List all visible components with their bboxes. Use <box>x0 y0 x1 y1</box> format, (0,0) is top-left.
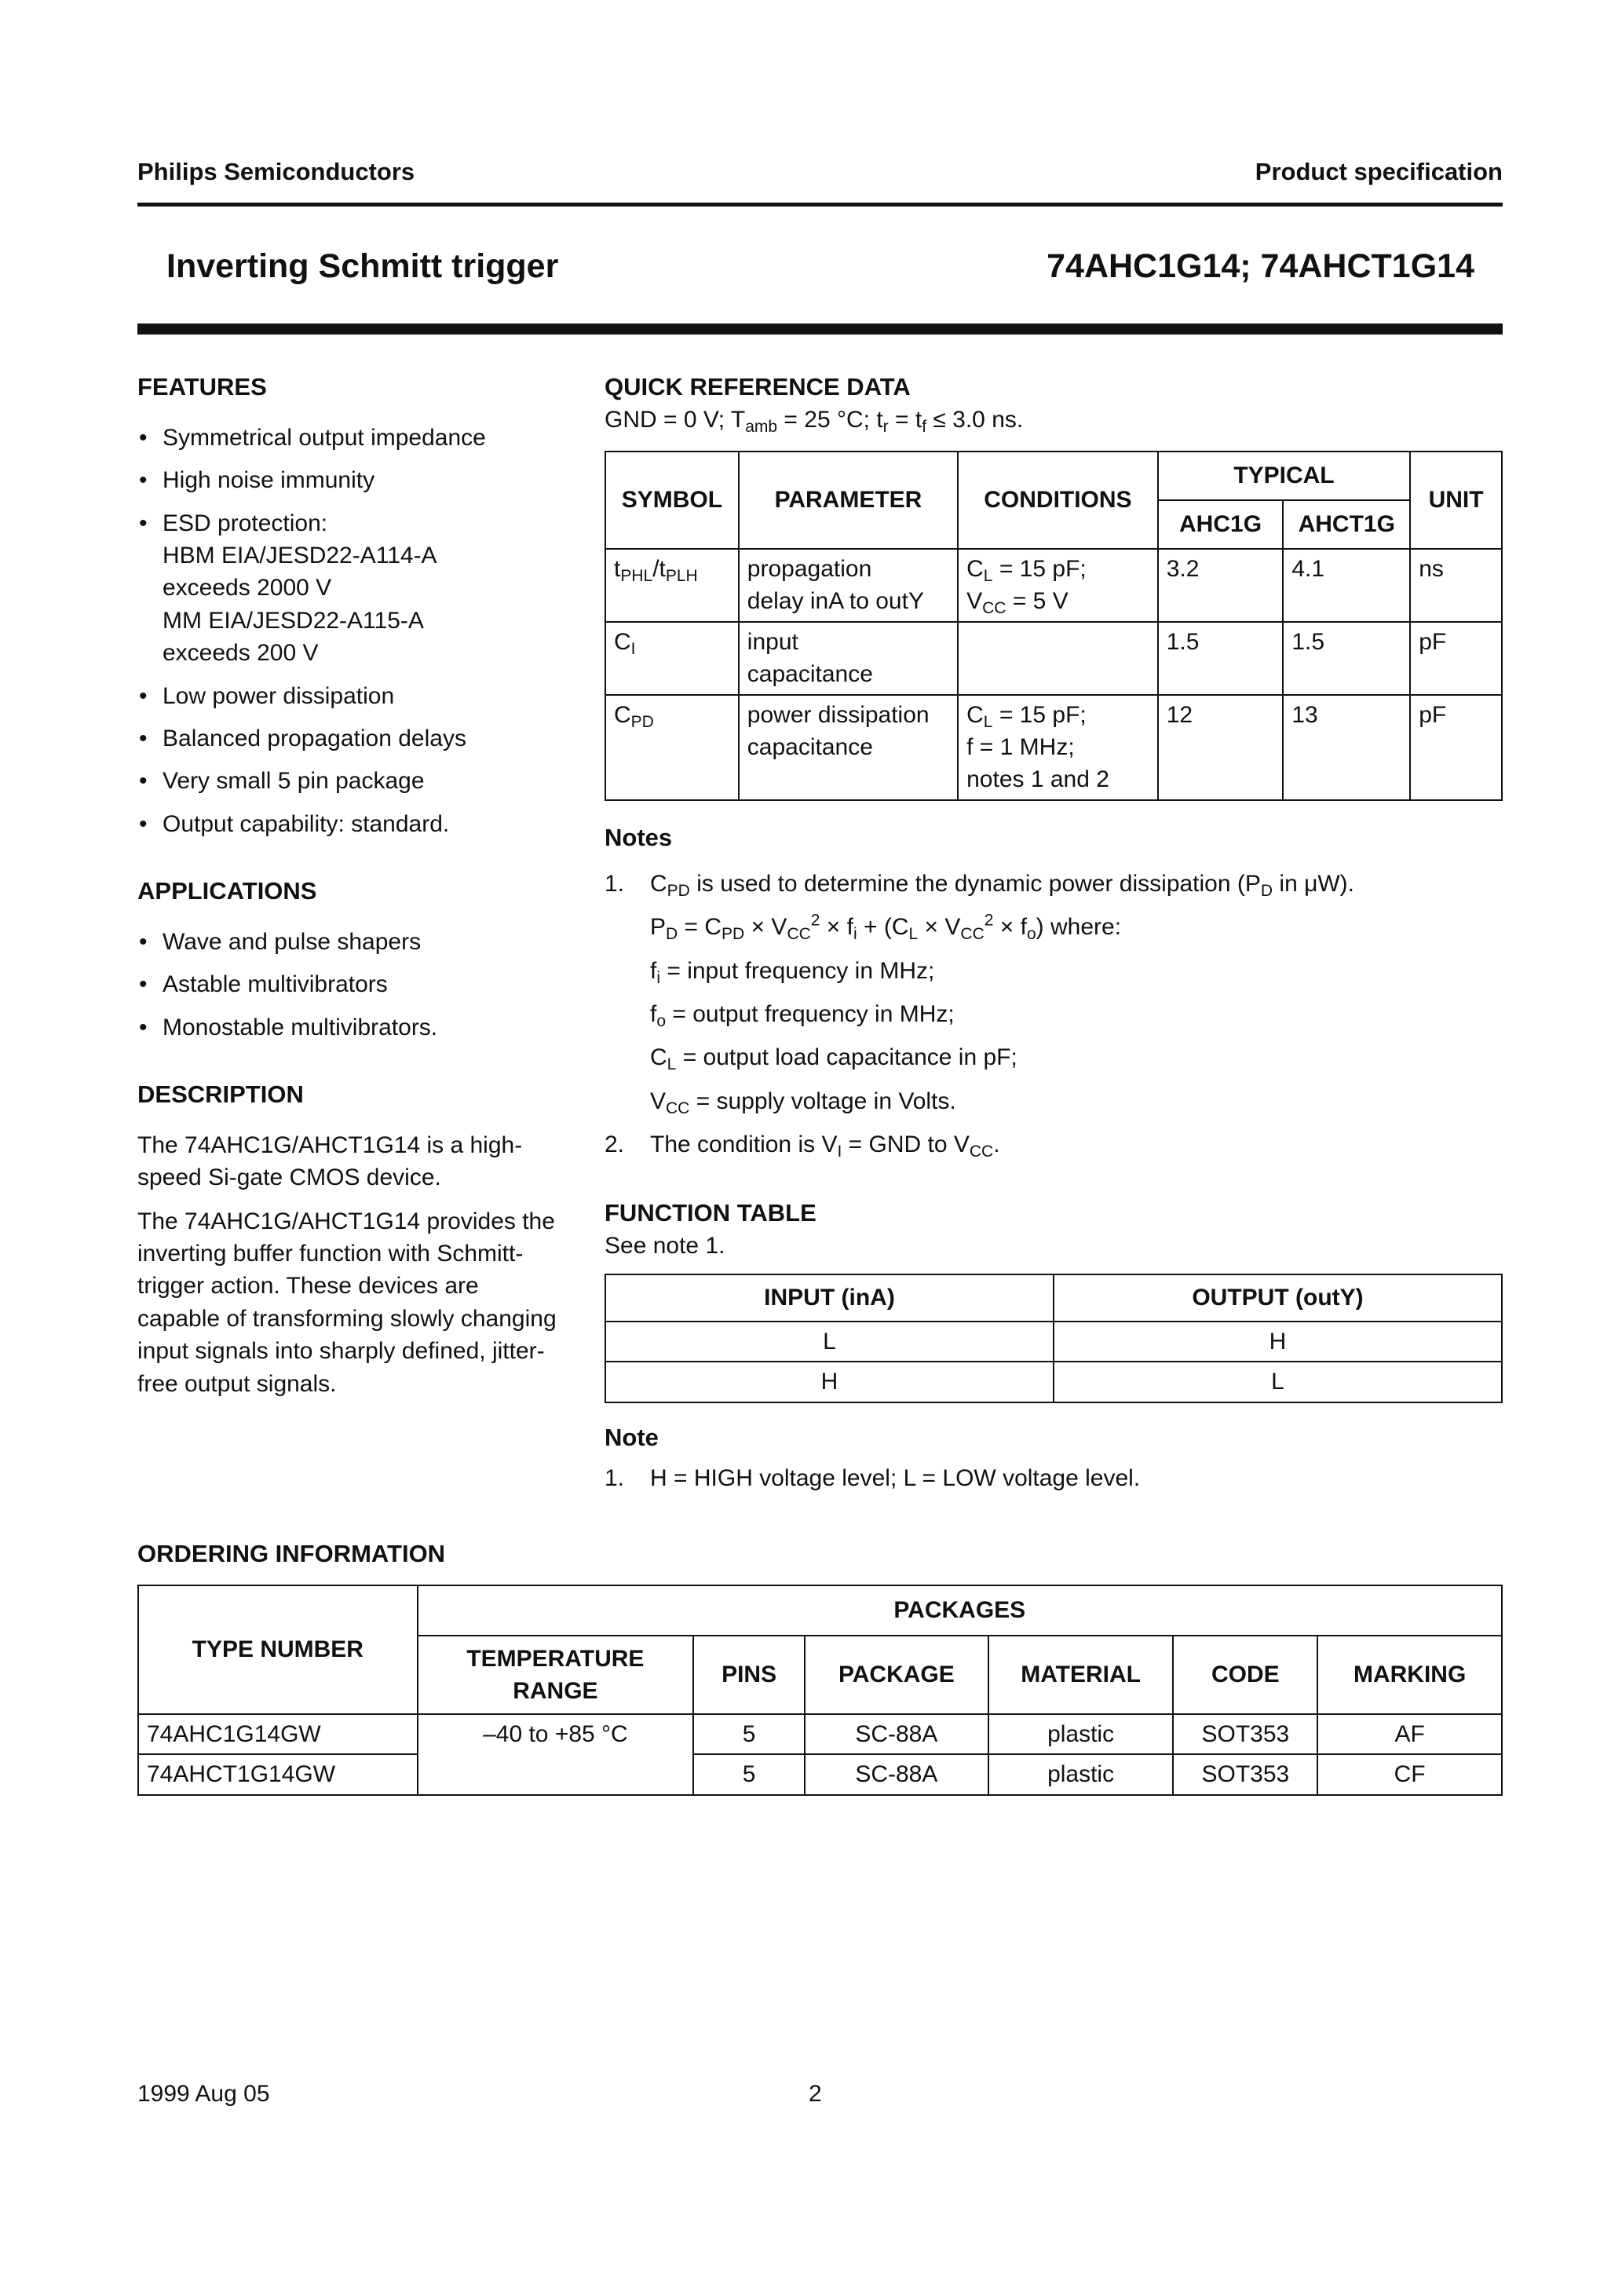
page-title: Inverting Schmitt trigger <box>166 247 559 285</box>
quick-ref-heading: QUICK REFERENCE DATA <box>605 373 911 400</box>
table-row <box>605 1322 1502 1362</box>
col-header-pins: PINS <box>693 1636 805 1714</box>
page-number: 2 <box>809 2081 822 2107</box>
notes-heading: Notes <box>605 824 673 851</box>
function-table-note-heading: Note <box>605 1424 659 1451</box>
ahc1g-value: 12 <box>1158 695 1284 800</box>
col-header-output: OUTPUT (outY) <box>1054 1274 1502 1322</box>
ahct1g-value: 1.5 <box>1283 622 1410 695</box>
col-header-type-number: TYPE NUMBER <box>138 1585 418 1714</box>
col-header-material: MATERIAL <box>988 1636 1174 1714</box>
bullet-icon: • <box>139 725 148 751</box>
col-header-input: INPUT (inA) <box>605 1274 1054 1322</box>
list-item: • Low power dissipation <box>137 680 577 712</box>
power-formula: $P_D = C_{PD} \times V_{CC}^2 \times f_i + (C_L \times V_{CC}^2 \times f_o)$ where: <box>650 911 1122 944</box>
col-header-package: PACKAGE <box>805 1636 988 1714</box>
notes-section <box>605 821 1503 1172</box>
symbol-cell: $t_{PHL}/t_{PLH}$ <box>605 549 739 622</box>
col-header-ahc1g: AHC1G <box>1158 500 1284 549</box>
marking-cell: AF <box>1317 1714 1502 1754</box>
bullet-icon: • <box>139 928 148 955</box>
col-header-ahct1g: AHCT1G <box>1283 500 1410 549</box>
material-cell: plastic <box>988 1714 1174 1754</box>
description-heading: DESCRIPTION <box>137 1080 304 1108</box>
description-paragraph: The 74AHC1G/AHCT1G14 is a high-speed Si-gate CMOS device. <box>137 1132 523 1191</box>
col-header-unit: UNIT <box>1410 452 1502 549</box>
col-header-conditions: CONDITIONS <box>958 452 1158 549</box>
company-name: Philips Semiconductors <box>137 158 415 185</box>
list-item: • Astable multivibrators <box>137 968 577 1000</box>
bullet-icon: • <box>139 971 148 998</box>
col-header-packages: PACKAGES <box>418 1585 1502 1636</box>
col-header-marking: MARKING <box>1317 1636 1502 1714</box>
quick-ref-table <box>605 451 1503 801</box>
marking-cell: CF <box>1317 1754 1502 1794</box>
note-item: 2. The condition is $V_I$ = GND to $V_{CC}$. <box>605 1132 1000 1161</box>
unit-value: ns <box>1410 549 1502 622</box>
col-header-symbol: SYMBOL <box>605 452 739 549</box>
table-row <box>138 1714 1502 1754</box>
temperature-range-cell: –40 to +85 °C <box>418 1714 694 1795</box>
symbol-cell: $C_{PD}$ <box>605 695 739 800</box>
ahc1g-value: 3.2 <box>1158 549 1284 622</box>
table-row <box>138 1754 1502 1794</box>
function-table-note-number: 1. <box>605 1465 625 1491</box>
bullet-icon: • <box>139 467 148 494</box>
applications-list <box>137 926 577 1044</box>
features-list <box>137 422 577 840</box>
list-item: • High noise immunity <box>137 464 577 496</box>
list-item: • Output capability: standard. <box>137 808 577 840</box>
conditions-cell: $C_L = 15$ pF; f = 1 MHz; notes 1 and 2 <box>958 695 1158 800</box>
table-row <box>605 622 1502 695</box>
list-item: • Wave and pulse shapers <box>137 926 577 958</box>
col-header-code: CODE <box>1173 1636 1317 1714</box>
function-table-heading: FUNCTION TABLE <box>605 1199 816 1227</box>
ordering-heading: ORDERING INFORMATION <box>137 1540 446 1567</box>
table-row <box>605 695 1502 800</box>
function-table <box>605 1274 1503 1403</box>
material-cell: plastic <box>988 1754 1174 1794</box>
features-heading: FEATURES <box>137 373 267 400</box>
list-item: • ESD protection: HBM EIA/JESD22-A114-A exceeds 2000 V MM EIA/JESD22-A115-A exceeds 200 V <box>137 507 577 670</box>
unit-value: pF <box>1410 622 1502 695</box>
list-item: • Monostable multivibrators. <box>137 1011 577 1044</box>
part-numbers: 74AHC1G14; 74AHCT1G14 <box>1047 247 1474 285</box>
package-cell: SC-88A <box>805 1714 988 1754</box>
esd-line: HBM EIA/JESD22-A114-A <box>163 542 437 569</box>
note-item: 1. $C_{PD}$ is used to determine the dynamic power dissipation ($P_D$ in μW). $P_D = C_{PD} \times V_{CC}^2 \times f_i + (C_L \times V_{CC}^2 \times f_o)$ where: $f_i$ = input frequency in MHz; $f_o$ = output frequency in MHz; $C_L$ = output load capacitance in pF; $V_{CC}$ = supply voltage in Volts. <box>605 868 1503 1117</box>
conditions-cell: $C_L = 15$ pF; $V_{CC} = 5$ V <box>958 549 1158 622</box>
table-row <box>605 549 1502 622</box>
bullet-icon: • <box>139 510 148 536</box>
type-number-cell: 74AHCT1G14GW <box>138 1754 418 1794</box>
table-row <box>605 1362 1502 1402</box>
output-value: H <box>1054 1322 1502 1362</box>
pins-cell: 5 <box>693 1754 805 1794</box>
col-header-temperature-range: TEMPERATURE RANGE <box>418 1636 694 1714</box>
input-value: L <box>605 1322 1054 1362</box>
code-cell: SOT353 <box>1173 1754 1317 1794</box>
parameter-cell: power dissipation capacitance <box>739 695 958 800</box>
list-item: • Very small 5 pin package <box>137 765 577 797</box>
package-cell: SC-88A <box>805 1754 988 1794</box>
code-cell: SOT353 <box>1173 1714 1317 1754</box>
function-table-see-note: See note 1. <box>605 1233 725 1259</box>
pins-cell: 5 <box>693 1714 805 1754</box>
ahc1g-value: 1.5 <box>1158 622 1284 695</box>
symbol-cell: $C_I$ <box>605 622 739 695</box>
list-item: • Symmetrical output impedance <box>137 422 577 454</box>
footer-date: 1999 Aug 05 <box>137 2081 270 2107</box>
parameter-cell: input capacitance <box>739 622 958 695</box>
bullet-icon: • <box>139 768 148 795</box>
ahct1g-value: 4.1 <box>1283 549 1410 622</box>
ahct1g-value: 13 <box>1283 695 1410 800</box>
parameter-cell: propagation delay inA to outY <box>739 549 958 622</box>
function-table-note-text: H = HIGH voltage level; L = LOW voltage level. <box>650 1465 1141 1491</box>
output-value: L <box>1054 1362 1502 1402</box>
header-rule-thick <box>137 324 1503 335</box>
left-column <box>137 371 577 1411</box>
unit-value: pF <box>1410 695 1502 800</box>
header-rule-thin <box>137 203 1503 207</box>
quick-ref-conditions: GND = 0 V; $T_{amb} = 25$ °C; $t_r = t_f \le 3.0$ ns. <box>605 407 1024 436</box>
document-type: Product specification <box>1255 158 1503 185</box>
bullet-icon: • <box>139 1014 148 1040</box>
applications-heading: APPLICATIONS <box>137 877 317 905</box>
conditions-cell <box>958 622 1158 695</box>
esd-line: MM EIA/JESD22-A115-A <box>163 607 424 634</box>
bullet-icon: • <box>139 424 148 451</box>
list-item: • Balanced propagation delays <box>137 722 577 755</box>
input-value: H <box>605 1362 1054 1402</box>
description-paragraph: The 74AHC1G/AHCT1G14 provides the inverting buffer function with Schmitt-trigger action. These devices are capable of transforming slowly changing input signals into sharply defined, jitter-free output signals. <box>137 1208 557 1397</box>
bullet-icon: • <box>139 810 148 837</box>
type-number-cell: 74AHC1G14GW <box>138 1714 418 1754</box>
bullet-icon: • <box>139 682 148 709</box>
esd-line: exceeds 200 V <box>163 640 319 667</box>
col-header-typical: TYPICAL <box>1158 452 1411 500</box>
esd-line: exceeds 2000 V <box>163 575 332 601</box>
col-header-parameter: PARAMETER <box>739 452 958 549</box>
ordering-table <box>137 1585 1503 1796</box>
